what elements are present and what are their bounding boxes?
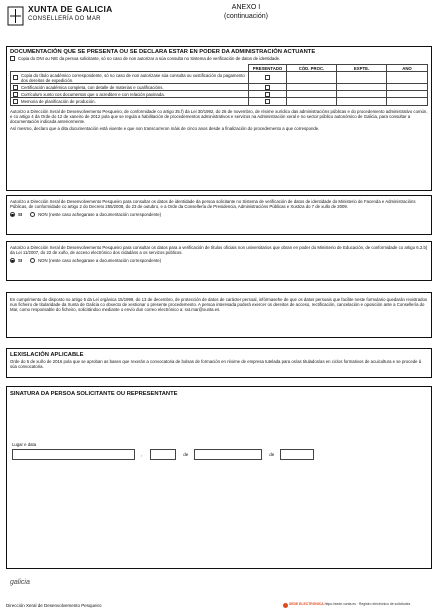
table-row (11, 84, 428, 91)
document-checkbox[interactable] (13, 75, 18, 80)
ano-cell[interactable] (387, 72, 428, 84)
month-input[interactable] (194, 449, 262, 460)
cod-proc-cell[interactable] (287, 98, 337, 105)
authorization-text: Autorizo a Dirección Xeral de Desenvolvemento Pesqueiro, de conformidade co artigo 35.f) da Lei 30/1992, do 26 de novembro, de réxime xurídico das administracións públicas e do procedemento administrativo común, e co artigo 4 da Orde do 12 de xaneiro de 2012 pola que se regula a habilitación de procedementos administrativos e servizos na Administración xeral e no sector público autonómico de Galicia, para consultar a documentación indicada anteriormente. (10, 108, 428, 124)
document-checkbox[interactable] (13, 85, 18, 90)
cod-proc-cell[interactable] (287, 72, 337, 84)
year-input[interactable] (280, 449, 314, 460)
legislation-section (6, 348, 432, 378)
document-label: Copia do título académico correspondente, só no caso de non autorizase súa consulta ou xustificación do pagamento dos dereitos de expedición. (21, 72, 245, 83)
department-name: CONSELLERÍA DO MAR (28, 16, 101, 22)
titles-yes-label: SI (18, 258, 23, 264)
signature-title: SINATURA DA PERSOA SOLICITANTE OU REPRESENTANTE (10, 391, 178, 397)
documents-table (10, 64, 428, 105)
annex-heading (196, 3, 296, 21)
expte-cell[interactable] (337, 98, 387, 105)
identity-options (7, 210, 431, 219)
footer-unit: Dirección Xeral de Desenvolvemento Pesqueiro (6, 603, 102, 608)
titles-authorization-text: Autorizo a Dirección Xeral de Desenvolvemento Pesqueiro para consultar os datos para a verificación de títulos oficiais non universitarios que obran en poder do Ministerio de Educación, de conformidade co artigo 6.2.b) da Lei 11/2007, do 22 de xuño, de acceso electrónico dos cidadáns a os servizos públicos. (10, 245, 428, 256)
document-label: Currículum xunto cos documentos que o acrediten e con relación paxinada. (21, 91, 165, 97)
table-row (11, 72, 428, 84)
day-input[interactable] (150, 449, 176, 460)
signature-section (6, 386, 432, 569)
identity-yes-radio[interactable] (10, 212, 15, 217)
documents-title: DOCUMENTACIÓN QUE SE PRESENTA OU SE DECLARA ESTAR EN PODER DA ADMINISTRACIÓN ACTUANTE (10, 49, 316, 55)
de-label-1: de (183, 452, 189, 457)
col-expte: EXPTE. (337, 65, 387, 72)
titles-no-label: NON (neste caso achegarase a documentación correspondente) (38, 258, 162, 264)
expte-cell[interactable] (337, 84, 387, 91)
identity-no-label: NON (neste caso achegarase a documentación correspondente) (38, 212, 162, 218)
ano-cell[interactable] (387, 91, 428, 98)
galicia-logo: galicia (10, 579, 30, 586)
titles-options (7, 256, 431, 265)
cod-proc-cell[interactable] (287, 91, 337, 98)
declaration-text: Así mesmo, declaro que a dita documentación está vixente e que non transcorreron máis de cinco anos desde a finalización do procedemento a que corresponde. (10, 126, 320, 132)
identity-yes-label: SI (18, 212, 23, 218)
dni-row (7, 55, 431, 62)
data-protection-section (6, 292, 432, 338)
expte-cell[interactable] (337, 91, 387, 98)
page-header (0, 0, 438, 36)
table-row (11, 98, 428, 105)
col-presentado: PRESENTADO (249, 65, 287, 72)
annex-title: ANEXO I (231, 4, 261, 11)
cod-proc-cell[interactable] (287, 84, 337, 91)
place-input[interactable] (12, 449, 135, 460)
dni-checkbox[interactable] (10, 56, 15, 61)
identity-no-radio[interactable] (30, 212, 35, 217)
data-protection-text: En cumprimento do disposto no artigo 5 da Lei orgánica 15/1999, do 13 de decembro, de protección de datos de carácter persoal, infórmasehe de que os datos persoais que facilite neste formulario quedarán rexistrados nun ficheiro de titularidade da Xunta de Galicia co obxecto de xestionar o presente procedemento. A persoa interesada poderá exercer os dereitos de acceso, rectificación, cancelación e oposición ante a Consellería do Mar, como responsable do ficheiro, solicitándoo mediante o envío dun correo electrónico a: sxt.mar@xunta.es. (10, 297, 428, 313)
document-label: Memoria de planificación de produción. (21, 98, 96, 104)
presented-checkbox[interactable] (265, 75, 270, 80)
place-date-label: Lugar e data (12, 442, 37, 447)
identity-authorization-section (6, 195, 432, 235)
table-row (11, 91, 428, 98)
ano-cell[interactable] (387, 98, 428, 105)
annex-subtitle: (continuación) (224, 13, 268, 20)
titles-no-radio[interactable] (30, 258, 35, 263)
presented-checkbox[interactable] (265, 92, 270, 97)
presented-checkbox[interactable] (265, 99, 270, 104)
expte-cell[interactable] (337, 72, 387, 84)
document-label: Certificación académica completa, con detalle de materias e cualificacións. (21, 84, 164, 90)
sede-label: SEDE ELECTRÓNICA (289, 602, 324, 606)
legislation-text: Orde do 5 de xuño de 2016 pola que se aproban as bases que rexerán a convocatoria de bolsas de formación en réxime de empresa tutelada para os/as titulados/as en ciclos formativos de acuicultura e se procede á súa convocatoria. (10, 359, 422, 370)
sede-text: https://sede.xunta.es · Registro electrónico de solicitudes (324, 602, 411, 606)
brand-name: XUNTA DE GALICIA (28, 4, 113, 14)
legislation-title: LEXISLACIÓN APLICABLE (10, 352, 84, 358)
comma-separator: , (141, 452, 143, 457)
titles-yes-radio[interactable] (10, 258, 15, 263)
dni-text: Copia do DNI ou NIE da persoa solicitante, só no caso de non autorizar a súa consulta no Sistema de verificación de datos de identidade. (18, 56, 281, 61)
documents-section (6, 46, 432, 191)
footer-sede (289, 602, 434, 606)
sede-icon (283, 603, 288, 608)
document-checkbox[interactable] (13, 99, 18, 104)
place-date-row (12, 449, 314, 460)
col-ano: ANO (387, 65, 428, 72)
de-label-2: de (269, 452, 275, 457)
documents-table-header (11, 65, 428, 72)
document-checkbox[interactable] (13, 92, 18, 97)
presented-checkbox[interactable] (265, 85, 270, 90)
titles-authorization-section (6, 241, 432, 281)
col-cod-proc: CÓD. PROC. (287, 65, 337, 72)
identity-authorization-text: Autorizo a Dirección Xeral de Desenvolvemento Pesqueiro para consultar os datos de identidade da persoa solicitante no Sistema de verificación de datos de identidade do Ministerio de Facenda e Administracións Públicas, de conformidade co artigo 2 do Decreto 255/2008, do 23 de outubro, e a Orde da Consellería de Presidencia, Administracións Públicas e Xustiza do 7 de xullo de 2009. (10, 199, 416, 210)
ano-cell[interactable] (387, 84, 428, 91)
